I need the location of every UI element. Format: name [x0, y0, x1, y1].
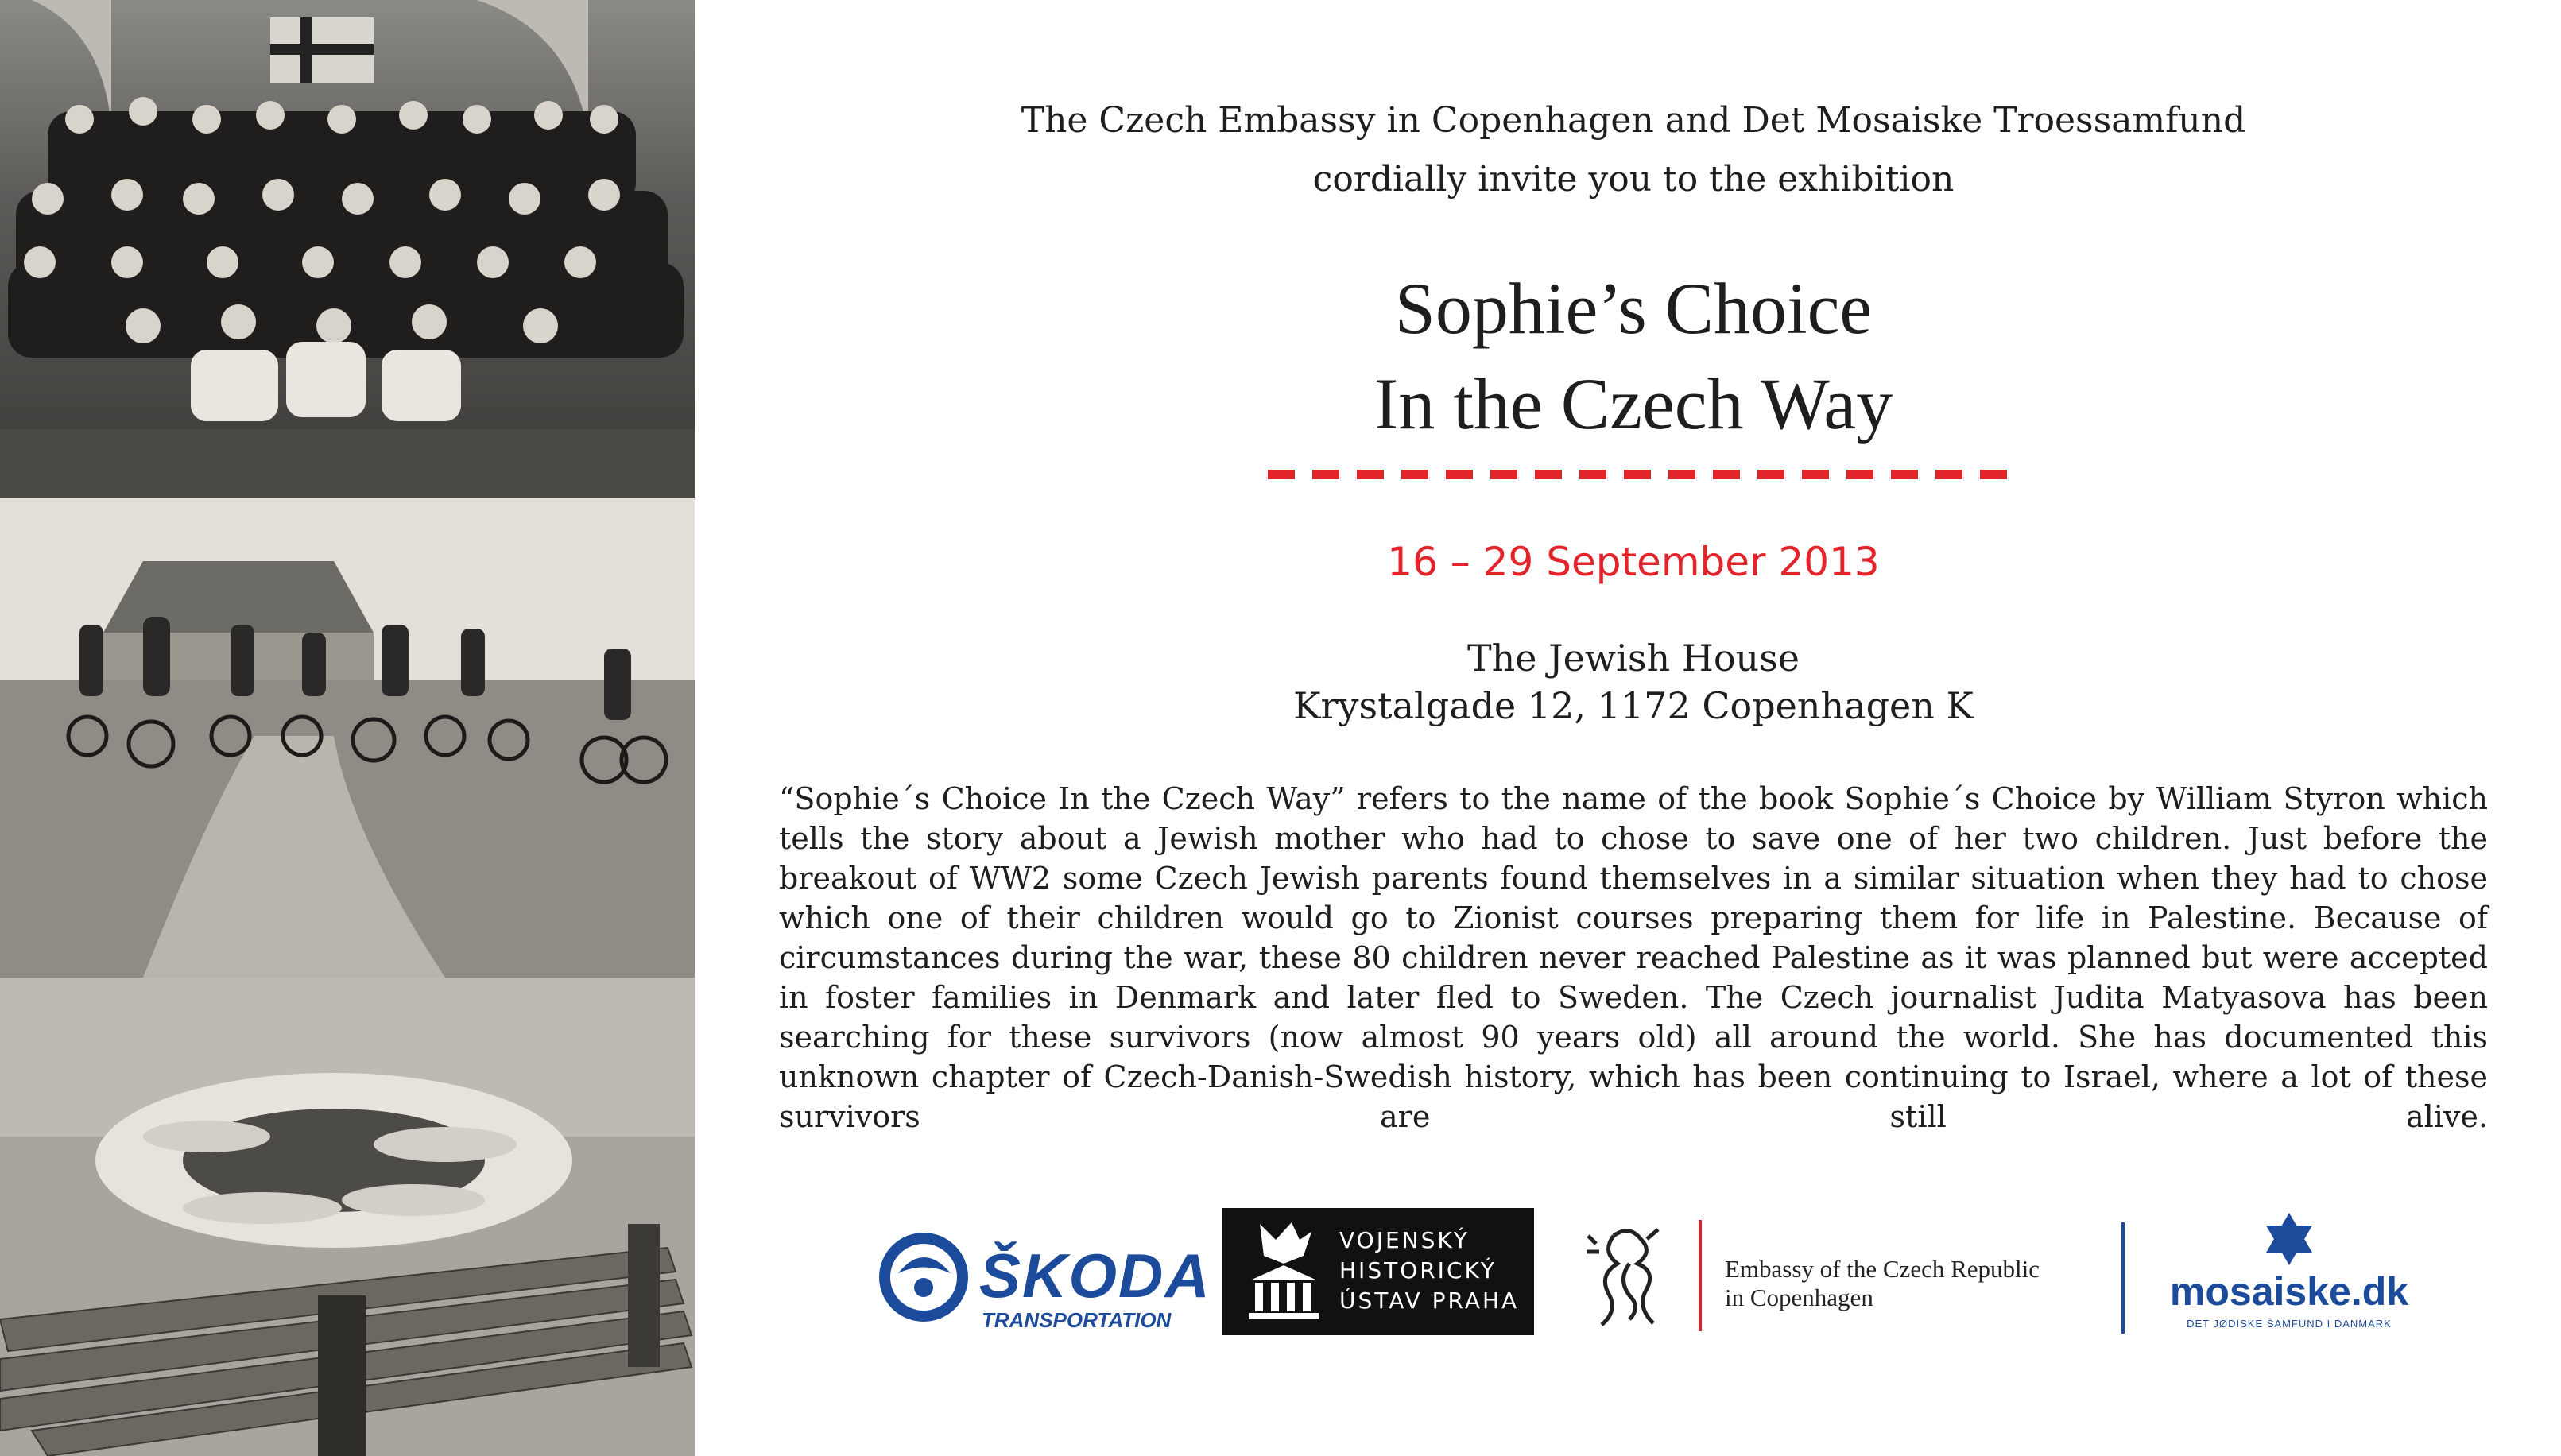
- intro-line-2: cordially invite you to the exhibition: [1312, 159, 1955, 199]
- star-of-david-icon: [2261, 1211, 2317, 1267]
- mosaiske-subtitle: DET JØDISKE SAMFUND I DANMARK: [2187, 1318, 2392, 1330]
- blue-divider-line: [2121, 1222, 2125, 1334]
- intro-line-1: The Czech Embassy in Copenhagen and Det Mosaiske Troessamfund: [1021, 100, 2246, 141]
- mosaiske-wordmark: mosaiske.dk: [2169, 1269, 2409, 1314]
- exhibition-description: “Sophie´s Choice In the Czech Way” refers to the name of the book Sophie´s Choice by William Styron which tells the story about a Jewish mother who had to chose to save one of her two children. Just before the breakout of WW2 some Czech Jewish parents found themselves in a similar situation when they had to chose which one of their children would go to Zionist courses preparing them for life in Palestine. Because of circumstances during the war, these 80 children never reached Palestine as it was planned but were accepted in foster families in Denmark and later fled to Sweden. The Czech journalist Judita Matyasova has been searching for these survivors (now almost 90 years old) all around the world. She has documented this unknown chapter of Czech-Danish-Swedish history, which has been continuing to Israel, where a lot of these survivors are still alive.: [779, 781, 2488, 1134]
- skoda-subtitle: TRANSPORTATION: [982, 1308, 1172, 1332]
- cyclists-photo: [0, 498, 695, 978]
- skoda-emblem-icon: [874, 1226, 978, 1329]
- red-divider-line: [1699, 1220, 1702, 1331]
- invitation-intro: [779, 91, 2488, 209]
- venue: [779, 634, 2488, 730]
- embassy-name-line-1: Embassy of the Czech Republic: [1725, 1255, 2040, 1283]
- exhibition-date: 16 – 29 September 2013: [1387, 539, 1880, 585]
- skoda-wordmark: ŠKODA: [979, 1241, 1211, 1311]
- lion-building-icon: [1236, 1216, 1331, 1327]
- venue-name: The Jewish House: [1466, 637, 1800, 680]
- title-line-2: In the Czech Way: [1373, 363, 1893, 444]
- venue-address: Krystalgade 12, 1172 Copenhagen K: [1293, 684, 1974, 727]
- vhu-wordmark: VOJENSKÝ HISTORICKÝ ÚSTAV PRAHA: [1339, 1227, 1520, 1314]
- sponsor-logos: [0, 1208, 2561, 1351]
- title-line-1: Sophie’s Choice: [1394, 268, 1873, 349]
- embassy-name: [1725, 1255, 2040, 1312]
- exhibition-title: [779, 261, 2488, 451]
- red-dashed-divider: [1268, 469, 2015, 480]
- czech-lion-icon: [1582, 1220, 1677, 1331]
- group-portrait-photo: [0, 0, 695, 498]
- mosaiske-logo: [2162, 1208, 2416, 1343]
- vhu-logo: [1222, 1208, 1534, 1335]
- czech-embassy-logo: [1582, 1220, 2106, 1339]
- skoda-logo: [874, 1226, 1211, 1332]
- embassy-name-line-2: in Copenhagen: [1725, 1284, 1873, 1311]
